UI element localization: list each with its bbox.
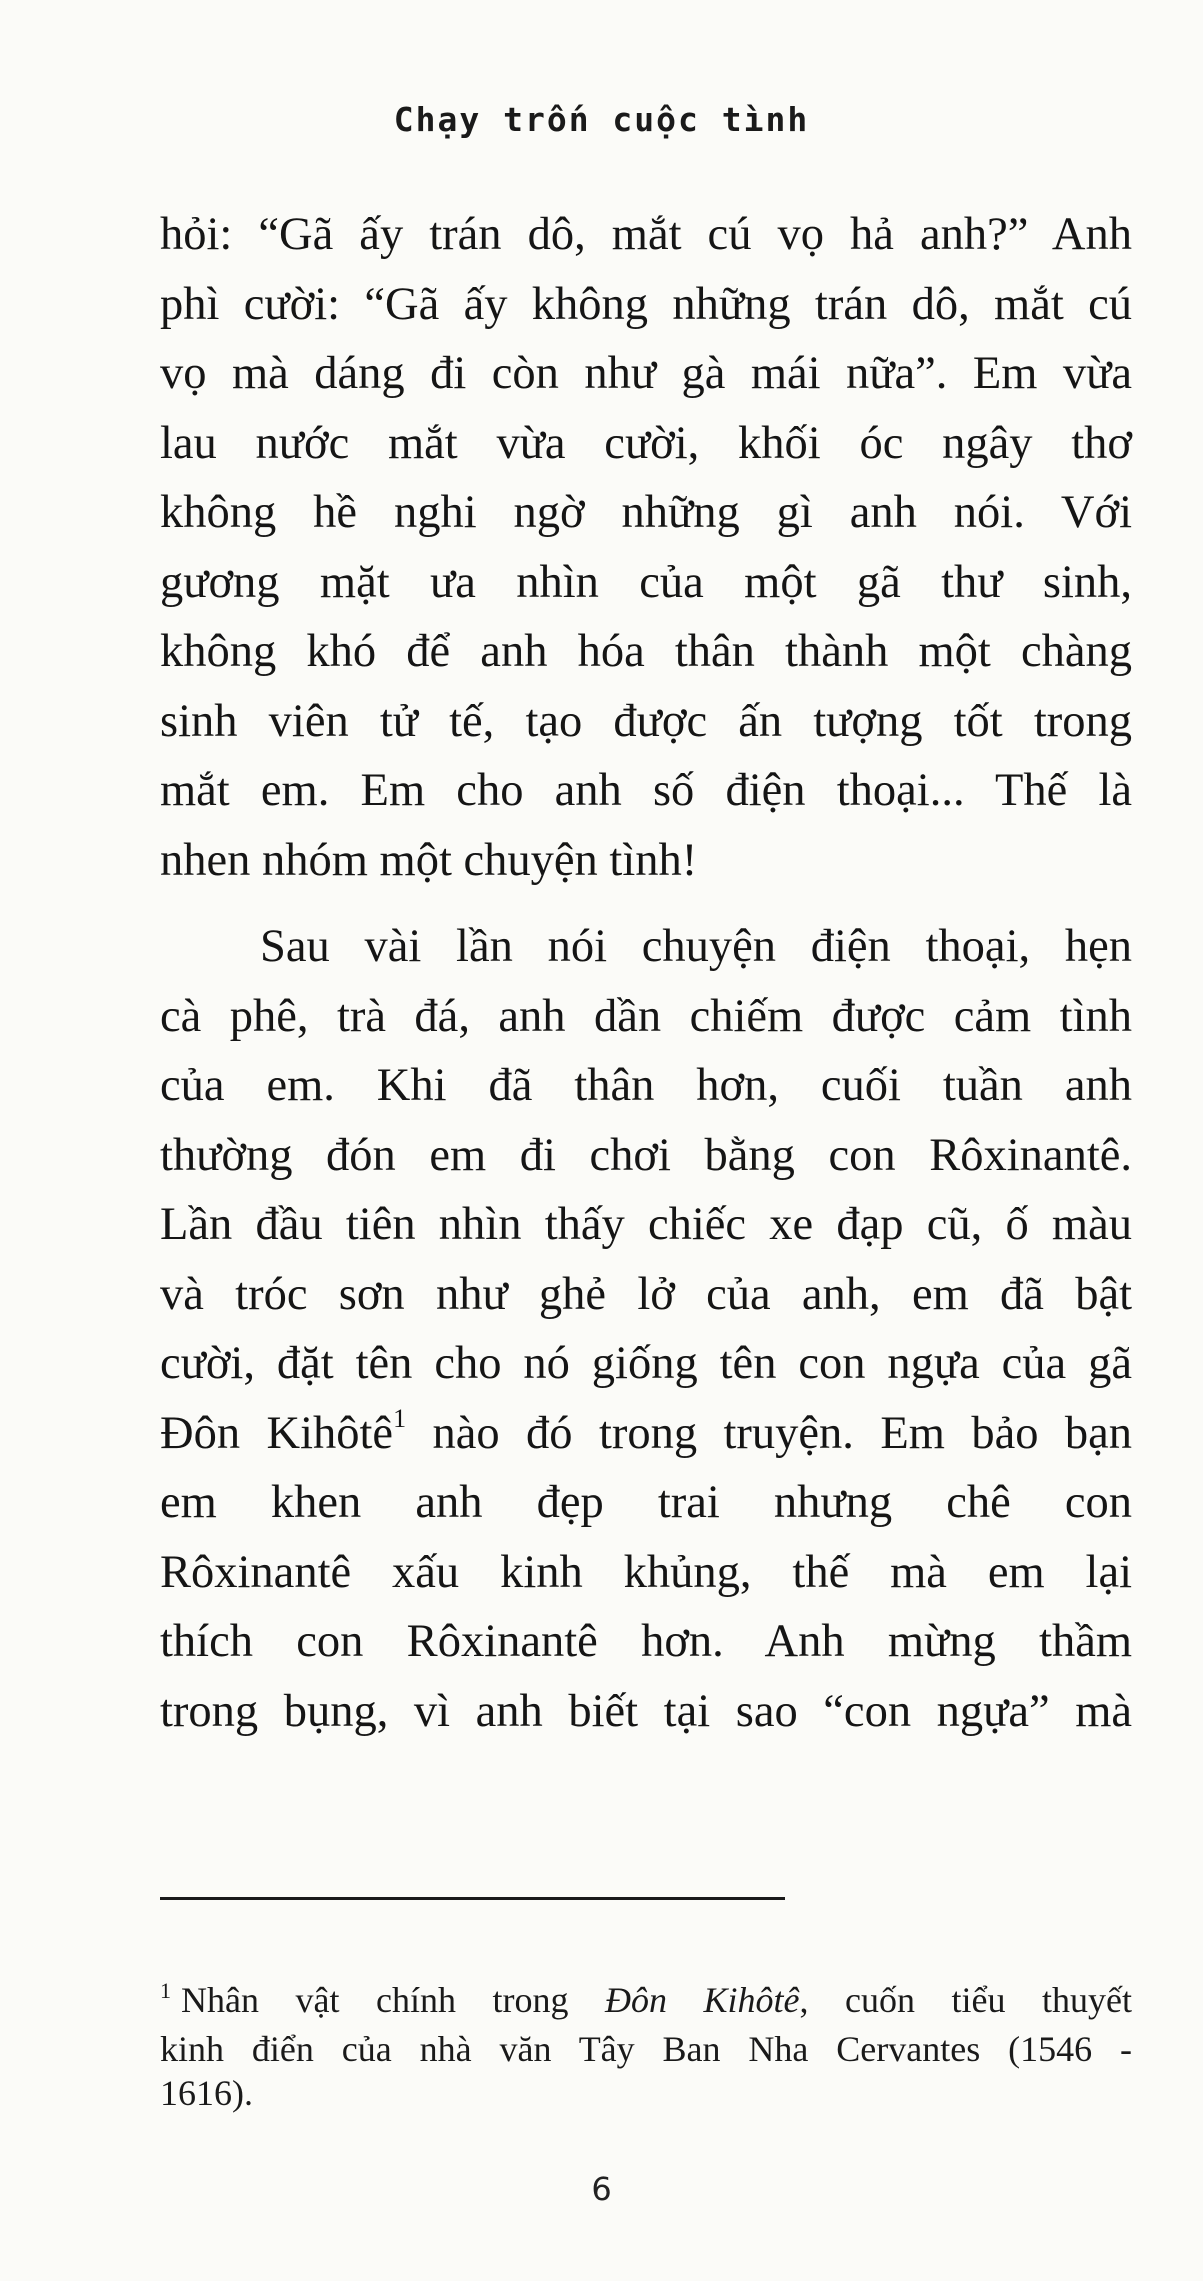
text-line: phì cười: “Gã ấy không những trán dô, mắt cú — [160, 278, 1132, 330]
paragraph-1 — [160, 200, 1132, 895]
text-line: cười, đặt tên cho nó giống tên con ngựa của gã — [160, 1338, 1132, 1389]
text-line: hỏi: “Gã ấy trán dô, mắt cú vọ hả anh?” Anh — [160, 209, 1132, 260]
book-title: Đôn Kihôtê — [604, 1980, 800, 2020]
text-line: thích con Rôxinantê hơn. Anh mừng thầm — [160, 1616, 1132, 1667]
text-line: vọ mà dáng đi còn như gà mái nữa”. Em vừa — [160, 348, 1132, 399]
text-line: Sau vài lần nói chuyện điện thoại, hẹn — [260, 921, 1132, 972]
text-line: nhen nhóm một chuyện tình! — [160, 834, 698, 886]
text-line: Rôxinantê xấu kinh khủng, thế mà em lại — [160, 1546, 1132, 1598]
body-text — [160, 200, 1132, 1746]
text-line: lau nước mắt vừa cười, khối óc ngây thơ — [160, 417, 1132, 469]
footnote — [160, 1978, 1132, 2115]
footnote-marker: 1 — [160, 1978, 171, 2003]
footnote-line: 1616). — [160, 2073, 253, 2113]
text-fragment: , cuốn tiểu thuyết — [799, 1980, 1132, 2020]
footnote-line: kinh điển của nhà văn Tây Ban Nha Cervantes (1546 - — [160, 2029, 1132, 2069]
footnote-reference-marker[interactable]: 1 — [393, 1404, 407, 1433]
text-fragment: Đôn Kihôtê — [160, 1407, 394, 1459]
text-fragment: Nhân vật chính trong — [181, 1980, 605, 2020]
text-line: thường đón em đi chơi bằng con Rôxinantê. — [160, 1129, 1132, 1181]
text-line: gương mặt ưa nhìn của một gã thư sinh, — [160, 556, 1132, 608]
text-line: sinh viên tử tế, tạo được ấn tượng tốt trong — [160, 695, 1132, 747]
paragraph-2 — [160, 912, 1132, 1746]
text-line: không khó để anh hóa thân thành một chàng — [160, 626, 1132, 677]
text-line: không hề nghi ngờ những gì anh nói. Với — [160, 487, 1132, 538]
text-line: Lần đầu tiên nhìn thấy chiếc xe đạp cũ, ố màu — [160, 1199, 1132, 1250]
text-line: trong bụng, vì anh biết tại sao “con ngựa” mà — [160, 1685, 1132, 1737]
text-fragment: nào đó trong truyện. Em bảo bạn — [406, 1407, 1133, 1459]
page-number: 6 — [591, 2170, 612, 2208]
footnote-divider — [160, 1897, 785, 1900]
footnote-line — [160, 1978, 1132, 2027]
text-line: cà phê, trà đá, anh dần chiếm được cảm tình — [160, 990, 1132, 1042]
text-line: và tróc sơn như ghẻ lở của anh, em đã bật — [160, 1268, 1132, 1320]
text-line: em khen anh đẹp trai nhưng chê con — [160, 1477, 1132, 1528]
text-line: mắt em. Em cho anh số điện thoại... Thế là — [160, 765, 1132, 816]
footnote-reference-line — [160, 1399, 1132, 1469]
running-title: Chạy trốn cuộc tình — [393, 100, 810, 139]
text-line: của em. Khi đã thân hơn, cuối tuần anh — [160, 1060, 1132, 1111]
